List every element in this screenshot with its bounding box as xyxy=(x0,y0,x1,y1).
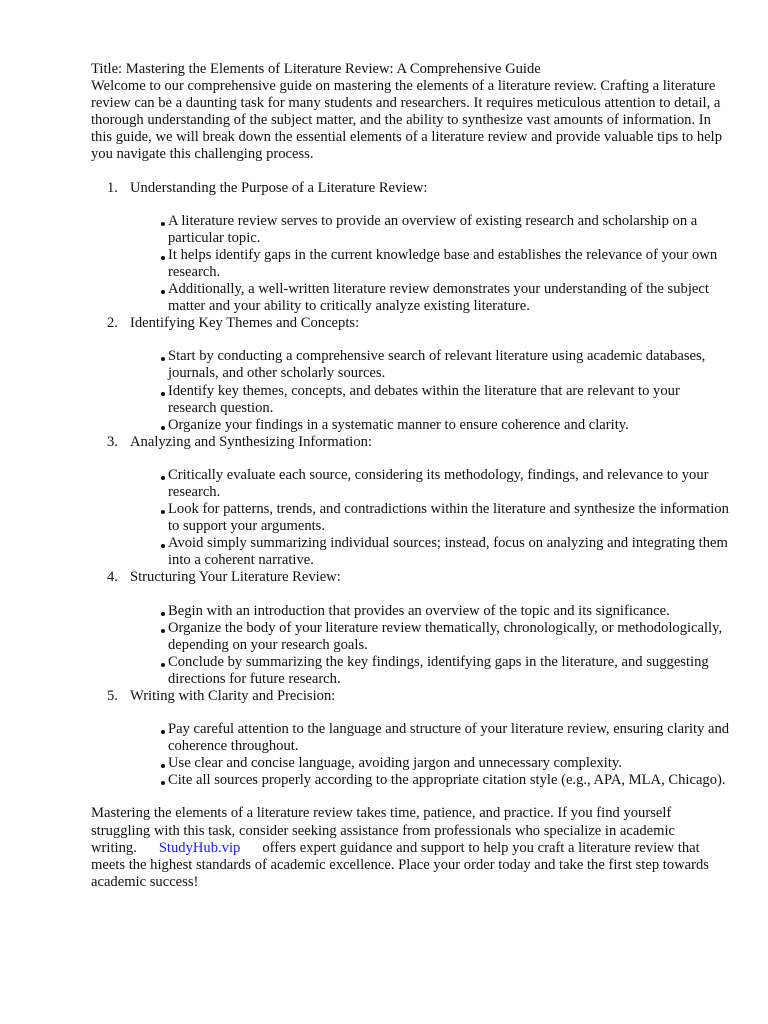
bullet-list xyxy=(91,603,731,688)
bullet-item: Avoid simply summarizing individual sources; instead, focus on analyzing and integrating them into a coherent narrative. xyxy=(91,535,731,569)
section-heading xyxy=(91,434,731,451)
section-number: 4. xyxy=(107,569,118,586)
section-heading-text: Analyzing and Synthesizing Information: xyxy=(130,433,372,450)
studyhub-link[interactable]: StudyHub.vip xyxy=(158,839,241,856)
bullet-item: Additionally, a well-written literature review demonstrates your understanding of the subject matter and your ability to critically analyze existing literature. xyxy=(91,281,731,315)
bullet-list xyxy=(91,213,731,316)
section-heading xyxy=(91,569,731,586)
section-number: 1. xyxy=(107,179,118,196)
bullet-item: It helps identify gaps in the current knowledge base and establishes the relevance of your own research. xyxy=(91,247,731,281)
bullet-item: Look for patterns, trends, and contradictions within the literature and synthesize the information to support your arguments. xyxy=(91,501,731,535)
section-heading xyxy=(91,315,731,332)
bullet-item: Begin with an introduction that provides an overview of the topic and its significance. xyxy=(91,603,731,620)
section-number: 2. xyxy=(107,315,118,332)
section-heading-text: Writing with Clarity and Precision: xyxy=(130,688,336,704)
bullet-item: Start by conducting a comprehensive search of relevant literature using academic databases, journals, and other scholarly sources. xyxy=(91,348,731,382)
section-item xyxy=(91,315,731,434)
closing-paragraph xyxy=(91,805,731,890)
section-heading xyxy=(91,180,731,197)
bullet-item: Critically evaluate each source, considering its methodology, findings, and relevance to your research. xyxy=(91,467,731,501)
section-item xyxy=(91,434,731,570)
sections-list xyxy=(91,180,731,790)
section-heading-text: Identifying Key Themes and Concepts: xyxy=(130,315,360,332)
intro-paragraph: Welcome to our comprehensive guide on mastering the elements of a literature review. Crafting a literature review can be a daunting task for many students and researchers. It requires meticulous attention to detail, a thorough understanding of the subject matter, and the ability to synthesize vast amounts of information. In this guide, we will break down the essential elements of a literature review and provide valuable tips to help you navigate this challenging process. xyxy=(91,78,722,163)
section-item xyxy=(91,688,731,789)
bullet-item: Identify key themes, concepts, and debates within the literature that are relevant to your research question. xyxy=(91,383,731,417)
bullet-list xyxy=(91,467,731,570)
bullet-item: Pay careful attention to the language and structure of your literature review, ensuring clarity and coherence throughout. xyxy=(91,721,731,755)
section-item xyxy=(91,180,731,316)
document-title: Title: Mastering the Elements of Literature Review: A Comprehensive Guide xyxy=(91,61,541,77)
section-number: 5. xyxy=(107,688,118,704)
section-item xyxy=(91,569,731,688)
closing-text-after-link: offers expert guidance and support to help you craft a literature review that meets the highest standards of academic excellence. Place your order today and take the first step towards academic success! xyxy=(91,839,709,890)
bullet-item: Use clear and concise language, avoiding jargon and unnecessary complexity. xyxy=(91,755,731,772)
section-heading xyxy=(91,688,731,705)
bullet-item: Cite all sources properly according to the appropriate citation style (e.g., APA, MLA, Chicago). xyxy=(91,772,731,789)
bullet-list xyxy=(91,348,731,433)
bullet-item: Organize the body of your literature review thematically, chronologically, or methodologically, depending on your research goals. xyxy=(91,620,731,654)
document-page xyxy=(91,61,731,891)
bullet-item: Conclude by summarizing the key findings, identifying gaps in the literature, and suggesting directions for future research. xyxy=(91,654,731,688)
bullet-list xyxy=(91,721,731,789)
closing-text-before-link: Mastering the elements of a literature review takes time, patience, and practice. If you find yourself struggling with this task, consider seeking assistance from professionals who specialize in academic writing. xyxy=(91,805,676,856)
section-heading-text: Understanding the Purpose of a Literature Review: xyxy=(130,179,428,196)
section-number: 3. xyxy=(107,433,118,450)
section-heading-text: Structuring Your Literature Review: xyxy=(130,569,341,586)
bullet-item: Organize your findings in a systematic manner to ensure coherence and clarity. xyxy=(91,417,731,434)
bullet-item: A literature review serves to provide an overview of existing research and scholarship on a particular topic. xyxy=(91,213,731,247)
